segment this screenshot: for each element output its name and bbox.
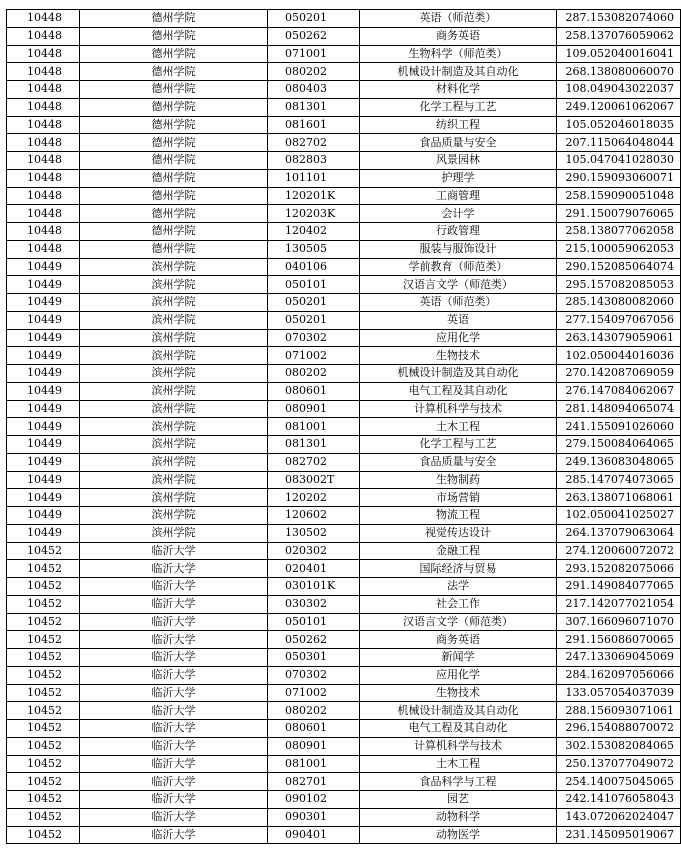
school-code-cell: 10452 [7, 826, 80, 844]
major-code-cell: 080403 [268, 81, 360, 99]
school-name-cell: 滨州学院 [80, 276, 268, 294]
table-row [7, 418, 681, 436]
school-name-cell: 德州学院 [80, 63, 268, 81]
major-name-cell: 化学工程与工艺 [360, 436, 557, 454]
major-code-cell: 050262 [268, 27, 360, 45]
major-code-cell: 090102 [268, 791, 360, 809]
major-name-cell: 金融工程 [360, 542, 557, 560]
major-code-cell: 081001 [268, 418, 360, 436]
score-cell: 109.052040016041 [557, 45, 681, 63]
major-name-cell: 计算机科学与技术 [360, 400, 557, 418]
major-code-cell: 081001 [268, 755, 360, 773]
major-name-cell: 计算机科学与技术 [360, 737, 557, 755]
major-code-cell: 070302 [268, 666, 360, 684]
school-name-cell: 滨州学院 [80, 365, 268, 383]
school-code-cell: 10452 [7, 737, 80, 755]
major-code-cell: 130502 [268, 524, 360, 542]
major-name-cell: 机械设计制造及其自动化 [360, 702, 557, 720]
school-name-cell: 滨州学院 [80, 347, 268, 365]
school-code-cell: 10448 [7, 10, 80, 28]
table-row [7, 755, 681, 773]
table-row [7, 595, 681, 613]
major-name-cell: 会计学 [360, 205, 557, 223]
major-name-cell: 材料化学 [360, 81, 557, 99]
score-cell: 250.137077049072 [557, 755, 681, 773]
major-code-cell: 080202 [268, 365, 360, 383]
table-row [7, 276, 681, 294]
school-code-cell: 10448 [7, 152, 80, 170]
score-cell: 258.138077062058 [557, 223, 681, 241]
major-code-cell: 071001 [268, 45, 360, 63]
score-cell: 291.150079076065 [557, 205, 681, 223]
major-code-cell: 082702 [268, 453, 360, 471]
major-code-cell: 120402 [268, 223, 360, 241]
major-code-cell: 020401 [268, 560, 360, 578]
school-name-cell: 临沂大学 [80, 684, 268, 702]
table-row [7, 560, 681, 578]
score-cell: 291.156086070065 [557, 631, 681, 649]
score-cell: 276.147084062067 [557, 382, 681, 400]
school-code-cell: 10448 [7, 63, 80, 81]
school-code-cell: 10449 [7, 524, 80, 542]
major-code-cell: 080601 [268, 382, 360, 400]
score-cell: 287.153082074060 [557, 10, 681, 28]
score-cell: 279.150084064065 [557, 436, 681, 454]
score-cell: 258.137076059062 [557, 27, 681, 45]
score-cell: 241.155091026060 [557, 418, 681, 436]
school-name-cell: 临沂大学 [80, 720, 268, 738]
school-name-cell: 滨州学院 [80, 258, 268, 276]
school-code-cell: 10449 [7, 489, 80, 507]
school-name-cell: 临沂大学 [80, 578, 268, 596]
major-code-cell: 081601 [268, 116, 360, 134]
school-code-cell: 10452 [7, 631, 80, 649]
school-code-cell: 10452 [7, 755, 80, 773]
school-name-cell: 滨州学院 [80, 329, 268, 347]
table-row [7, 45, 681, 63]
school-name-cell: 德州学院 [80, 116, 268, 134]
major-code-cell: 120602 [268, 507, 360, 525]
major-name-cell: 学前教育（师范类） [360, 258, 557, 276]
score-cell: 242.141076058043 [557, 791, 681, 809]
table-row [7, 773, 681, 791]
major-name-cell: 风景园林 [360, 152, 557, 170]
school-code-cell: 10452 [7, 666, 80, 684]
major-code-cell: 071002 [268, 684, 360, 702]
major-code-cell: 082803 [268, 152, 360, 170]
score-cell: 102.050041025027 [557, 507, 681, 525]
school-code-cell: 10449 [7, 382, 80, 400]
table-row [7, 63, 681, 81]
score-cell: 249.136083048065 [557, 453, 681, 471]
school-name-cell: 德州学院 [80, 187, 268, 205]
school-code-cell: 10452 [7, 791, 80, 809]
school-name-cell: 临沂大学 [80, 595, 268, 613]
major-name-cell: 生物技术 [360, 347, 557, 365]
school-code-cell: 10448 [7, 240, 80, 258]
school-code-cell: 10449 [7, 276, 80, 294]
score-cell: 285.143080082060 [557, 294, 681, 312]
major-code-cell: 081301 [268, 98, 360, 116]
school-code-cell: 10448 [7, 98, 80, 116]
school-code-cell: 10448 [7, 169, 80, 187]
score-cell: 307.166096071070 [557, 613, 681, 631]
major-name-cell: 商务英语 [360, 27, 557, 45]
major-code-cell: 120201K [268, 187, 360, 205]
major-code-cell: 050201 [268, 10, 360, 28]
major-name-cell: 电气工程及其自动化 [360, 720, 557, 738]
table-row [7, 791, 681, 809]
school-code-cell: 10452 [7, 542, 80, 560]
major-code-cell: 120202 [268, 489, 360, 507]
school-name-cell: 滨州学院 [80, 294, 268, 312]
table-row [7, 169, 681, 187]
major-name-cell: 纺织工程 [360, 116, 557, 134]
major-code-cell: 082702 [268, 134, 360, 152]
school-name-cell: 临沂大学 [80, 737, 268, 755]
school-code-cell: 10449 [7, 365, 80, 383]
score-cell: 143.072062024047 [557, 808, 681, 826]
score-cell: 290.159093060071 [557, 169, 681, 187]
table-row [7, 81, 681, 99]
table-row [7, 152, 681, 170]
major-code-cell: 050262 [268, 631, 360, 649]
table-row [7, 223, 681, 241]
major-name-cell: 英语（师范类） [360, 10, 557, 28]
major-code-cell: 080202 [268, 702, 360, 720]
score-cell: 102.050044016036 [557, 347, 681, 365]
table-row [7, 453, 681, 471]
table-row [7, 507, 681, 525]
score-cell: 296.154088070072 [557, 720, 681, 738]
major-name-cell: 国际经济与贸易 [360, 560, 557, 578]
major-code-cell: 120203K [268, 205, 360, 223]
school-code-cell: 10448 [7, 27, 80, 45]
major-name-cell: 应用化学 [360, 329, 557, 347]
table-row [7, 10, 681, 28]
major-code-cell: 081301 [268, 436, 360, 454]
score-cell: 258.159090051048 [557, 187, 681, 205]
major-code-cell: 090301 [268, 808, 360, 826]
school-code-cell: 10448 [7, 205, 80, 223]
score-cell: 293.152082075066 [557, 560, 681, 578]
school-name-cell: 德州学院 [80, 81, 268, 99]
major-code-cell: 101101 [268, 169, 360, 187]
major-name-cell: 英语（师范类） [360, 294, 557, 312]
major-name-cell: 生物科学（师范类） [360, 45, 557, 63]
school-code-cell: 10449 [7, 329, 80, 347]
major-code-cell: 083002T [268, 471, 360, 489]
table-row [7, 631, 681, 649]
score-cell: 263.138071068061 [557, 489, 681, 507]
school-name-cell: 临沂大学 [80, 631, 268, 649]
score-cell: 249.120061062067 [557, 98, 681, 116]
school-name-cell: 滨州学院 [80, 524, 268, 542]
major-name-cell: 食品科学与工程 [360, 773, 557, 791]
major-name-cell: 护理学 [360, 169, 557, 187]
school-name-cell: 德州学院 [80, 152, 268, 170]
school-name-cell: 德州学院 [80, 10, 268, 28]
score-cell: 277.154097067056 [557, 311, 681, 329]
major-code-cell: 130505 [268, 240, 360, 258]
score-cell: 268.138080060070 [557, 63, 681, 81]
school-name-cell: 滨州学院 [80, 436, 268, 454]
table-row [7, 436, 681, 454]
major-name-cell: 电气工程及其自动化 [360, 382, 557, 400]
table-row [7, 649, 681, 667]
school-name-cell: 临沂大学 [80, 826, 268, 844]
school-name-cell: 滨州学院 [80, 418, 268, 436]
major-name-cell: 机械设计制造及其自动化 [360, 63, 557, 81]
major-name-cell: 法学 [360, 578, 557, 596]
school-name-cell: 临沂大学 [80, 666, 268, 684]
major-code-cell: 050101 [268, 613, 360, 631]
school-code-cell: 10449 [7, 507, 80, 525]
major-name-cell: 服装与服饰设计 [360, 240, 557, 258]
major-code-cell: 030302 [268, 595, 360, 613]
major-code-cell: 040106 [268, 258, 360, 276]
major-name-cell: 新闻学 [360, 649, 557, 667]
school-name-cell: 滨州学院 [80, 453, 268, 471]
major-code-cell: 020302 [268, 542, 360, 560]
score-cell: 231.145095019067 [557, 826, 681, 844]
table-row [7, 808, 681, 826]
table-row [7, 702, 681, 720]
school-code-cell: 10452 [7, 808, 80, 826]
major-name-cell: 生物技术 [360, 684, 557, 702]
table-row [7, 578, 681, 596]
school-name-cell: 德州学院 [80, 98, 268, 116]
major-name-cell: 物流工程 [360, 507, 557, 525]
score-cell: 295.157082085053 [557, 276, 681, 294]
score-cell: 263.143079059061 [557, 329, 681, 347]
score-cell: 270.142087069059 [557, 365, 681, 383]
major-name-cell: 英语 [360, 311, 557, 329]
major-code-cell: 080901 [268, 737, 360, 755]
major-code-cell: 050201 [268, 294, 360, 312]
score-cell: 105.047041028030 [557, 152, 681, 170]
table-row [7, 720, 681, 738]
major-code-cell: 080901 [268, 400, 360, 418]
table-row [7, 205, 681, 223]
major-name-cell: 应用化学 [360, 666, 557, 684]
table-row [7, 737, 681, 755]
table-row [7, 329, 681, 347]
school-code-cell: 10452 [7, 720, 80, 738]
major-name-cell: 生物制药 [360, 471, 557, 489]
table-row [7, 489, 681, 507]
school-name-cell: 滨州学院 [80, 400, 268, 418]
major-name-cell: 工商管理 [360, 187, 557, 205]
admission-score-table [6, 9, 681, 844]
score-cell: 281.148094065074 [557, 400, 681, 418]
school-code-cell: 10449 [7, 453, 80, 471]
table-row [7, 684, 681, 702]
school-code-cell: 10448 [7, 134, 80, 152]
school-name-cell: 临沂大学 [80, 560, 268, 578]
school-name-cell: 临沂大学 [80, 649, 268, 667]
score-cell: 254.140075045065 [557, 773, 681, 791]
school-name-cell: 滨州学院 [80, 311, 268, 329]
school-code-cell: 10449 [7, 311, 80, 329]
table-row [7, 294, 681, 312]
school-code-cell: 10449 [7, 400, 80, 418]
school-code-cell: 10452 [7, 613, 80, 631]
school-code-cell: 10449 [7, 418, 80, 436]
school-code-cell: 10452 [7, 560, 80, 578]
school-name-cell: 滨州学院 [80, 471, 268, 489]
school-code-cell: 10449 [7, 471, 80, 489]
school-code-cell: 10448 [7, 45, 80, 63]
table-row [7, 27, 681, 45]
major-code-cell: 080601 [268, 720, 360, 738]
school-name-cell: 德州学院 [80, 223, 268, 241]
major-name-cell: 动物医学 [360, 826, 557, 844]
major-code-cell: 090401 [268, 826, 360, 844]
table-row [7, 98, 681, 116]
school-name-cell: 临沂大学 [80, 808, 268, 826]
school-code-cell: 10448 [7, 116, 80, 134]
major-code-cell: 050301 [268, 649, 360, 667]
table-body [7, 10, 681, 844]
score-cell: 217.142077021054 [557, 595, 681, 613]
major-name-cell: 动物科学 [360, 808, 557, 826]
table-row [7, 826, 681, 844]
table-row [7, 134, 681, 152]
school-code-cell: 10448 [7, 223, 80, 241]
major-code-cell: 050101 [268, 276, 360, 294]
school-name-cell: 临沂大学 [80, 542, 268, 560]
score-cell: 274.120060072072 [557, 542, 681, 560]
major-code-cell: 080202 [268, 63, 360, 81]
score-cell: 288.156093071061 [557, 702, 681, 720]
table-row [7, 347, 681, 365]
school-name-cell: 临沂大学 [80, 791, 268, 809]
table-row [7, 471, 681, 489]
major-name-cell: 市场营销 [360, 489, 557, 507]
school-name-cell: 滨州学院 [80, 382, 268, 400]
score-cell: 290.152085064074 [557, 258, 681, 276]
school-name-cell: 德州学院 [80, 169, 268, 187]
school-code-cell: 10452 [7, 684, 80, 702]
major-name-cell: 汉语言文学（师范类） [360, 276, 557, 294]
school-code-cell: 10448 [7, 187, 80, 205]
school-code-cell: 10449 [7, 294, 80, 312]
table-row [7, 365, 681, 383]
school-name-cell: 临沂大学 [80, 702, 268, 720]
score-cell: 133.057054037039 [557, 684, 681, 702]
major-name-cell: 土木工程 [360, 755, 557, 773]
school-code-cell: 10452 [7, 702, 80, 720]
score-cell: 291.149084077065 [557, 578, 681, 596]
school-name-cell: 德州学院 [80, 240, 268, 258]
score-cell: 108.049043022037 [557, 81, 681, 99]
school-name-cell: 临沂大学 [80, 773, 268, 791]
major-name-cell: 食品质量与安全 [360, 453, 557, 471]
school-name-cell: 滨州学院 [80, 507, 268, 525]
major-name-cell: 社会工作 [360, 595, 557, 613]
score-cell: 105.052046018035 [557, 116, 681, 134]
major-code-cell: 082701 [268, 773, 360, 791]
school-code-cell: 10452 [7, 578, 80, 596]
table-row [7, 258, 681, 276]
score-cell: 247.133069045069 [557, 649, 681, 667]
major-name-cell: 机械设计制造及其自动化 [360, 365, 557, 383]
table-row [7, 666, 681, 684]
school-name-cell: 德州学院 [80, 205, 268, 223]
table-row [7, 187, 681, 205]
school-code-cell: 10452 [7, 773, 80, 791]
score-cell: 207.115064048044 [557, 134, 681, 152]
score-cell: 285.147074073065 [557, 471, 681, 489]
major-code-cell: 071002 [268, 347, 360, 365]
school-code-cell: 10452 [7, 649, 80, 667]
school-code-cell: 10452 [7, 595, 80, 613]
major-code-cell: 070302 [268, 329, 360, 347]
table-row [7, 613, 681, 631]
major-name-cell: 园艺 [360, 791, 557, 809]
major-name-cell: 行政管理 [360, 223, 557, 241]
school-code-cell: 10449 [7, 436, 80, 454]
school-name-cell: 德州学院 [80, 27, 268, 45]
school-code-cell: 10449 [7, 258, 80, 276]
table-row [7, 524, 681, 542]
score-cell: 284.162097056066 [557, 666, 681, 684]
score-cell: 215.100059062053 [557, 240, 681, 258]
score-cell: 302.153082084065 [557, 737, 681, 755]
table-row [7, 542, 681, 560]
major-code-cell: 050201 [268, 311, 360, 329]
table-row [7, 400, 681, 418]
major-name-cell: 汉语言文学（师范类） [360, 613, 557, 631]
school-code-cell: 10449 [7, 347, 80, 365]
score-cell: 264.137079063064 [557, 524, 681, 542]
major-name-cell: 商务英语 [360, 631, 557, 649]
major-name-cell: 化学工程与工艺 [360, 98, 557, 116]
table-row [7, 240, 681, 258]
major-name-cell: 视觉传达设计 [360, 524, 557, 542]
school-name-cell: 临沂大学 [80, 755, 268, 773]
major-name-cell: 土木工程 [360, 418, 557, 436]
school-name-cell: 德州学院 [80, 45, 268, 63]
major-name-cell: 食品质量与安全 [360, 134, 557, 152]
table-row [7, 116, 681, 134]
school-name-cell: 滨州学院 [80, 489, 268, 507]
table-row [7, 311, 681, 329]
table-row [7, 382, 681, 400]
school-code-cell: 10448 [7, 81, 80, 99]
school-name-cell: 临沂大学 [80, 613, 268, 631]
major-code-cell: 030101K [268, 578, 360, 596]
school-name-cell: 德州学院 [80, 134, 268, 152]
